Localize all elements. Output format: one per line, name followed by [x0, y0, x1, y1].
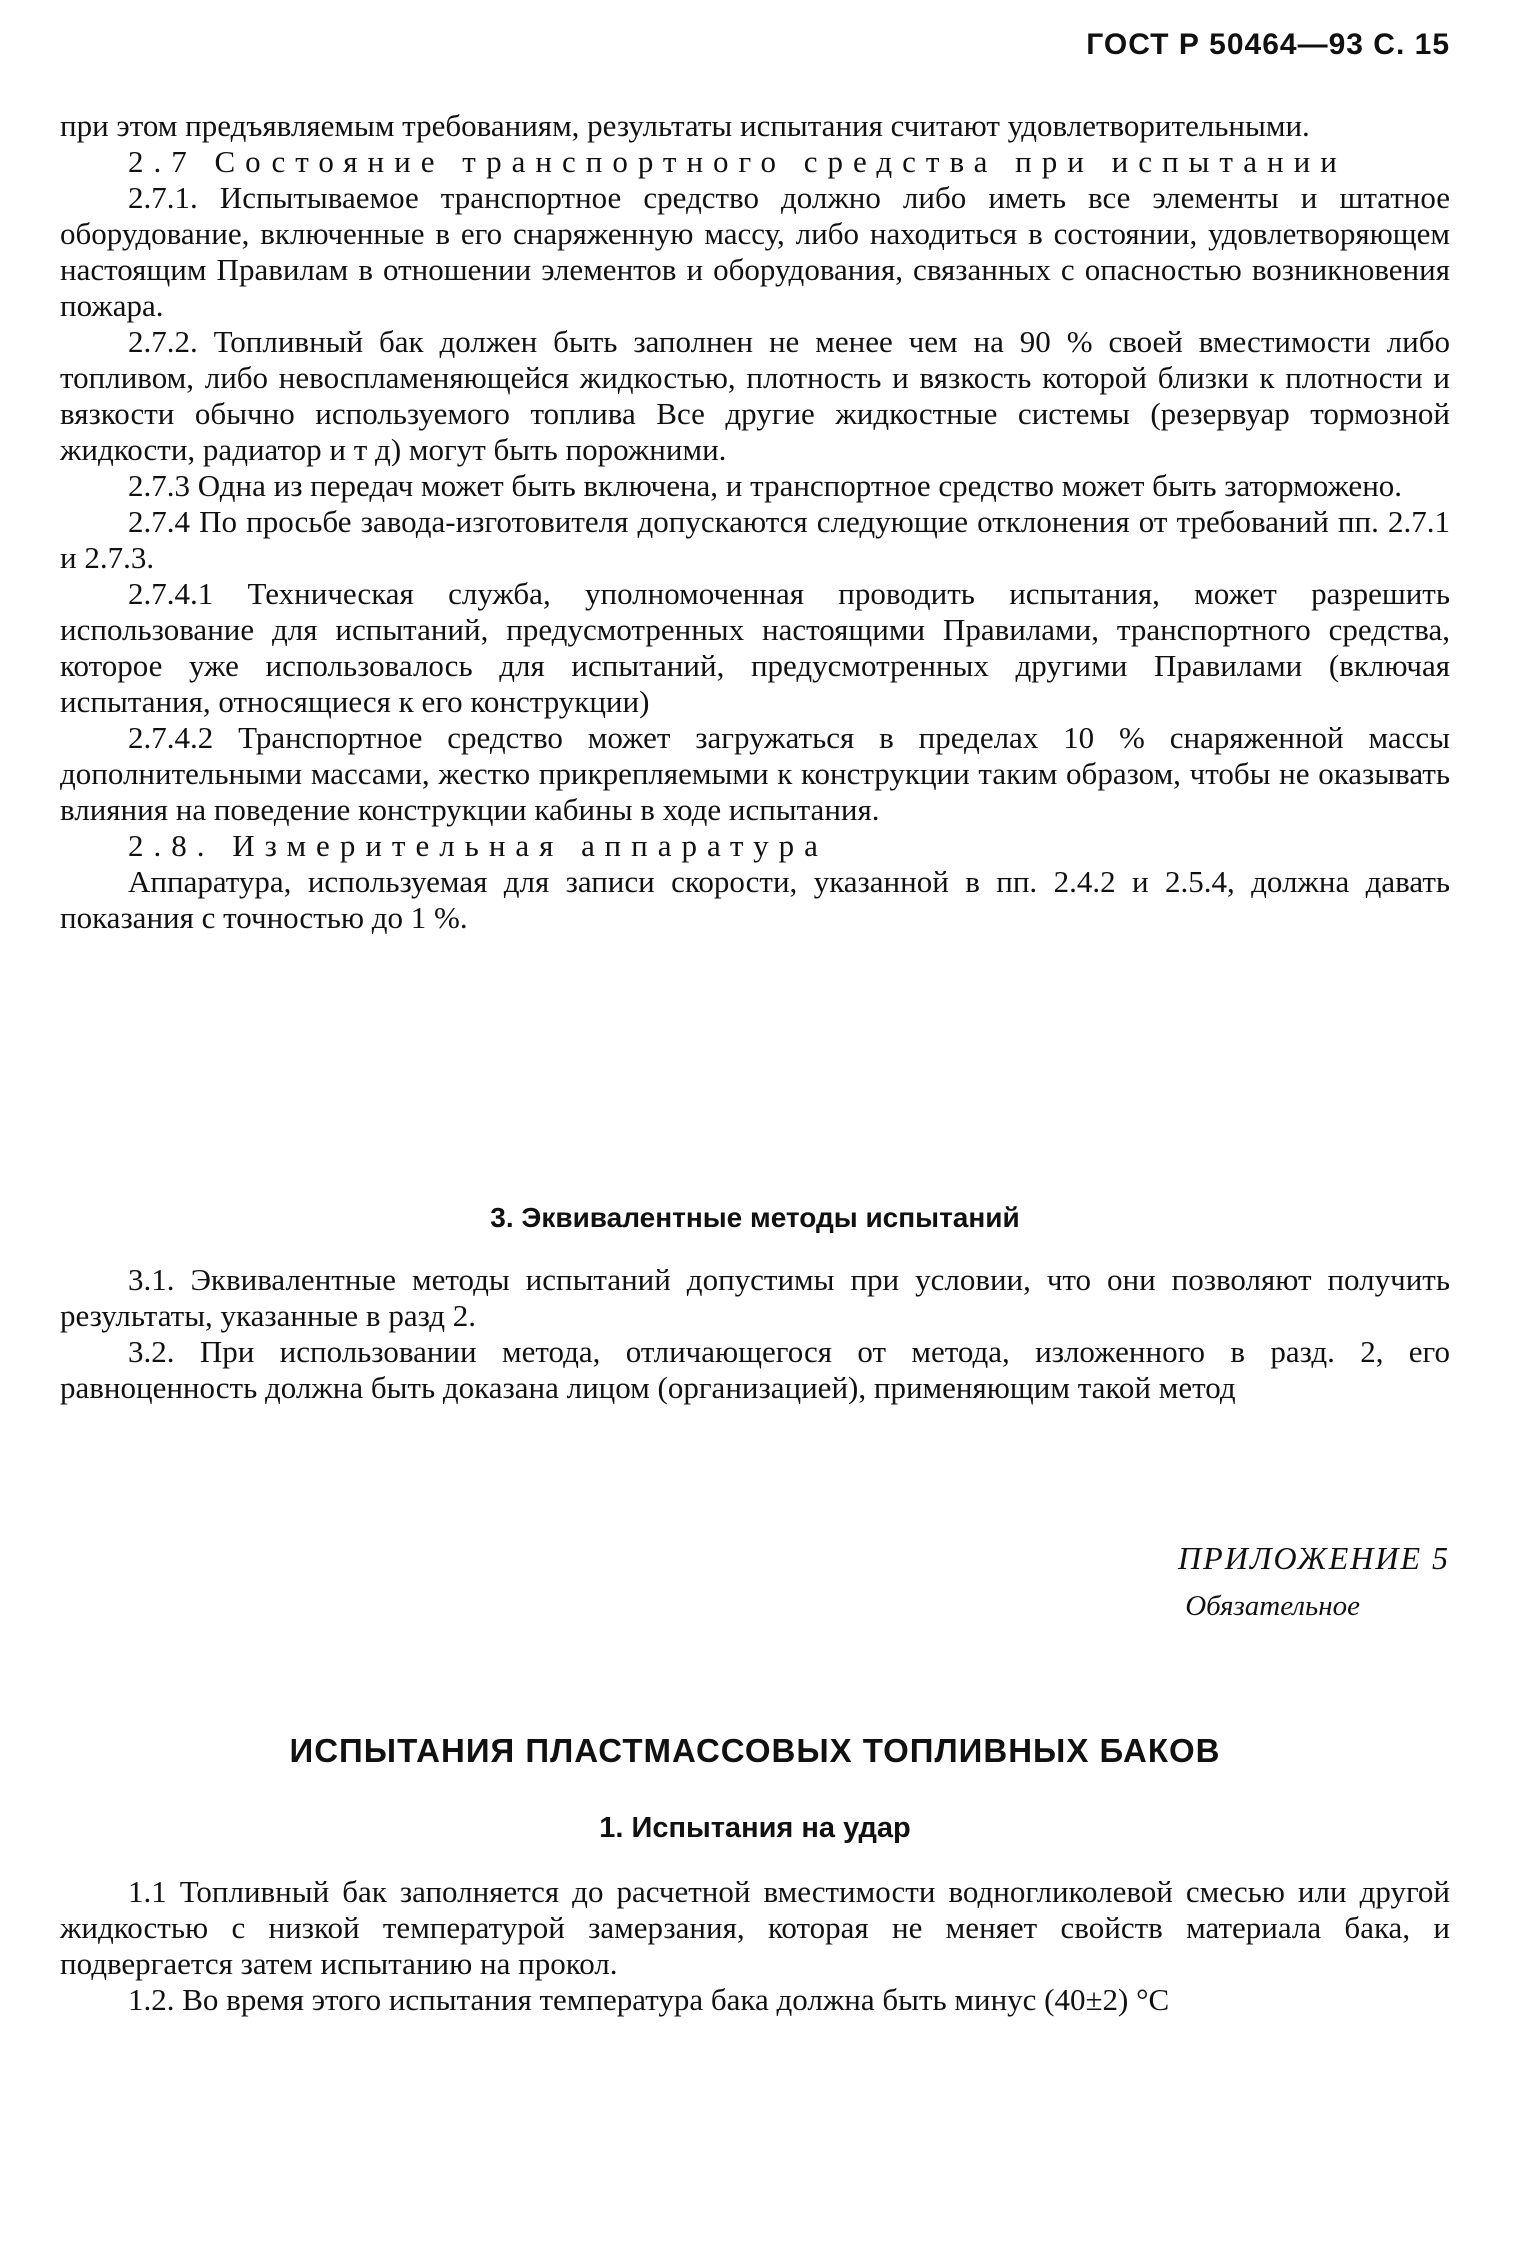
- heading-2-8: 2.8. Измерительная аппаратура: [128, 828, 828, 863]
- appendix-section-1-body: [60, 1874, 1450, 2018]
- paragraph-2-7-2: 2.7.2. Топливный бак должен быть заполнен не менее чем на 90 % своей вместимости либо топливом, либо невоспламеняющейся жидкостью, плотность и вязкость которой близки к плотности и вязкости обычно используемого топлива Все другие жидкостные системы (резервуар тормозной жидкости, радиатор и т д) могут быть порожними.: [60, 324, 1450, 467]
- appendix-label: ПРИЛОЖЕНИЕ 5: [1178, 1540, 1450, 1576]
- appendix-section-1-title: 1. Испытания на удар: [599, 1812, 911, 1844]
- paragraph-1-1: 1.1 Топливный бак заполняется до расчетной вместимости водногликолевой смесью или другой жидкостью с низкой температурой замерзания, которая не меняет свойств материала бака, и подвергается затем испытанию на прокол.: [60, 1874, 1450, 1981]
- section-3-title: 3. Эквивалентные методы испытаний: [490, 1202, 1020, 1233]
- paragraph-2-7-1: 2.7.1. Испытываемое транспортное средство должно либо иметь все элементы и штатное оборудование, включенные в его снаряженную массу, либо находиться в состоянии, удовлетворяющем настоящим Правилам в отношении элементов и оборудования, связанных с опасностью возникновения пожара.: [60, 180, 1450, 323]
- paragraph-2-7-3: 2.7.3 Одна из передач может быть включена, и транспортное средство может быть заторможено.: [128, 468, 1403, 503]
- paragraph-2-7-4: 2.7.4 По просьбе завода-изготовителя допускаются следующие отклонения от требований пп. 2.7.1 и 2.7.3.: [60, 504, 1450, 575]
- heading-2-7: 2.7 Состояние транспортного средства при испытании: [128, 144, 1347, 179]
- section-3-body: [60, 1262, 1450, 1406]
- appendix-status: Обязательное: [1185, 1590, 1360, 1622]
- paragraph-1-2: 1.2. Во время этого испытания температура бака должна быть минус (40±2) °С: [128, 1982, 1170, 2017]
- paragraph-3-2: 3.2. При использовании метода, отличающегося от метода, изложенного в разд. 2, его равноценность должна быть доказана лицом (организацией), применяющим такой метод: [60, 1334, 1450, 1405]
- paragraph-2-7-4-2: 2.7.4.2 Транспортное средство может загружаться в пределах 10 % снаряженной массы дополнительными массами, жестко прикрепляемыми к конструкции таким образом, чтобы не оказывать влияния на поведение конструкции кабины в ходе испытания.: [60, 720, 1450, 827]
- section-2-continuation: [60, 108, 1450, 936]
- paragraph-continuation: при этом предъявляемым требованиям, результаты испытания считают удовлетворительными.: [60, 108, 1310, 143]
- paragraph-2-8: Аппаратура, используемая для записи скорости, указанной в пп. 2.4.2 и 2.5.4, должна давать показания с точностью до 1 %.: [60, 864, 1450, 935]
- paragraph-2-7-4-1: 2.7.4.1 Техническая служба, уполномоченная проводить испытания, может разрешить использование для испытаний, предусмотренных настоящими Правилами, транспортного средства, которое уже использовалось для испытаний, предусмотренных другими Правилами (включая испытания, относящиеся к его конструкции): [60, 576, 1450, 719]
- paragraph-3-1: 3.1. Эквивалентные методы испытаний допустимы при условии, что они позволяют получить результаты, указанные в разд 2.: [60, 1262, 1450, 1333]
- appendix-title: ИСПЫТАНИЯ ПЛАСТМАССОВЫХ ТОПЛИВНЫХ БАКОВ: [289, 1732, 1221, 1769]
- page-header: ГОСТ Р 50464—93 С. 15: [1086, 28, 1450, 61]
